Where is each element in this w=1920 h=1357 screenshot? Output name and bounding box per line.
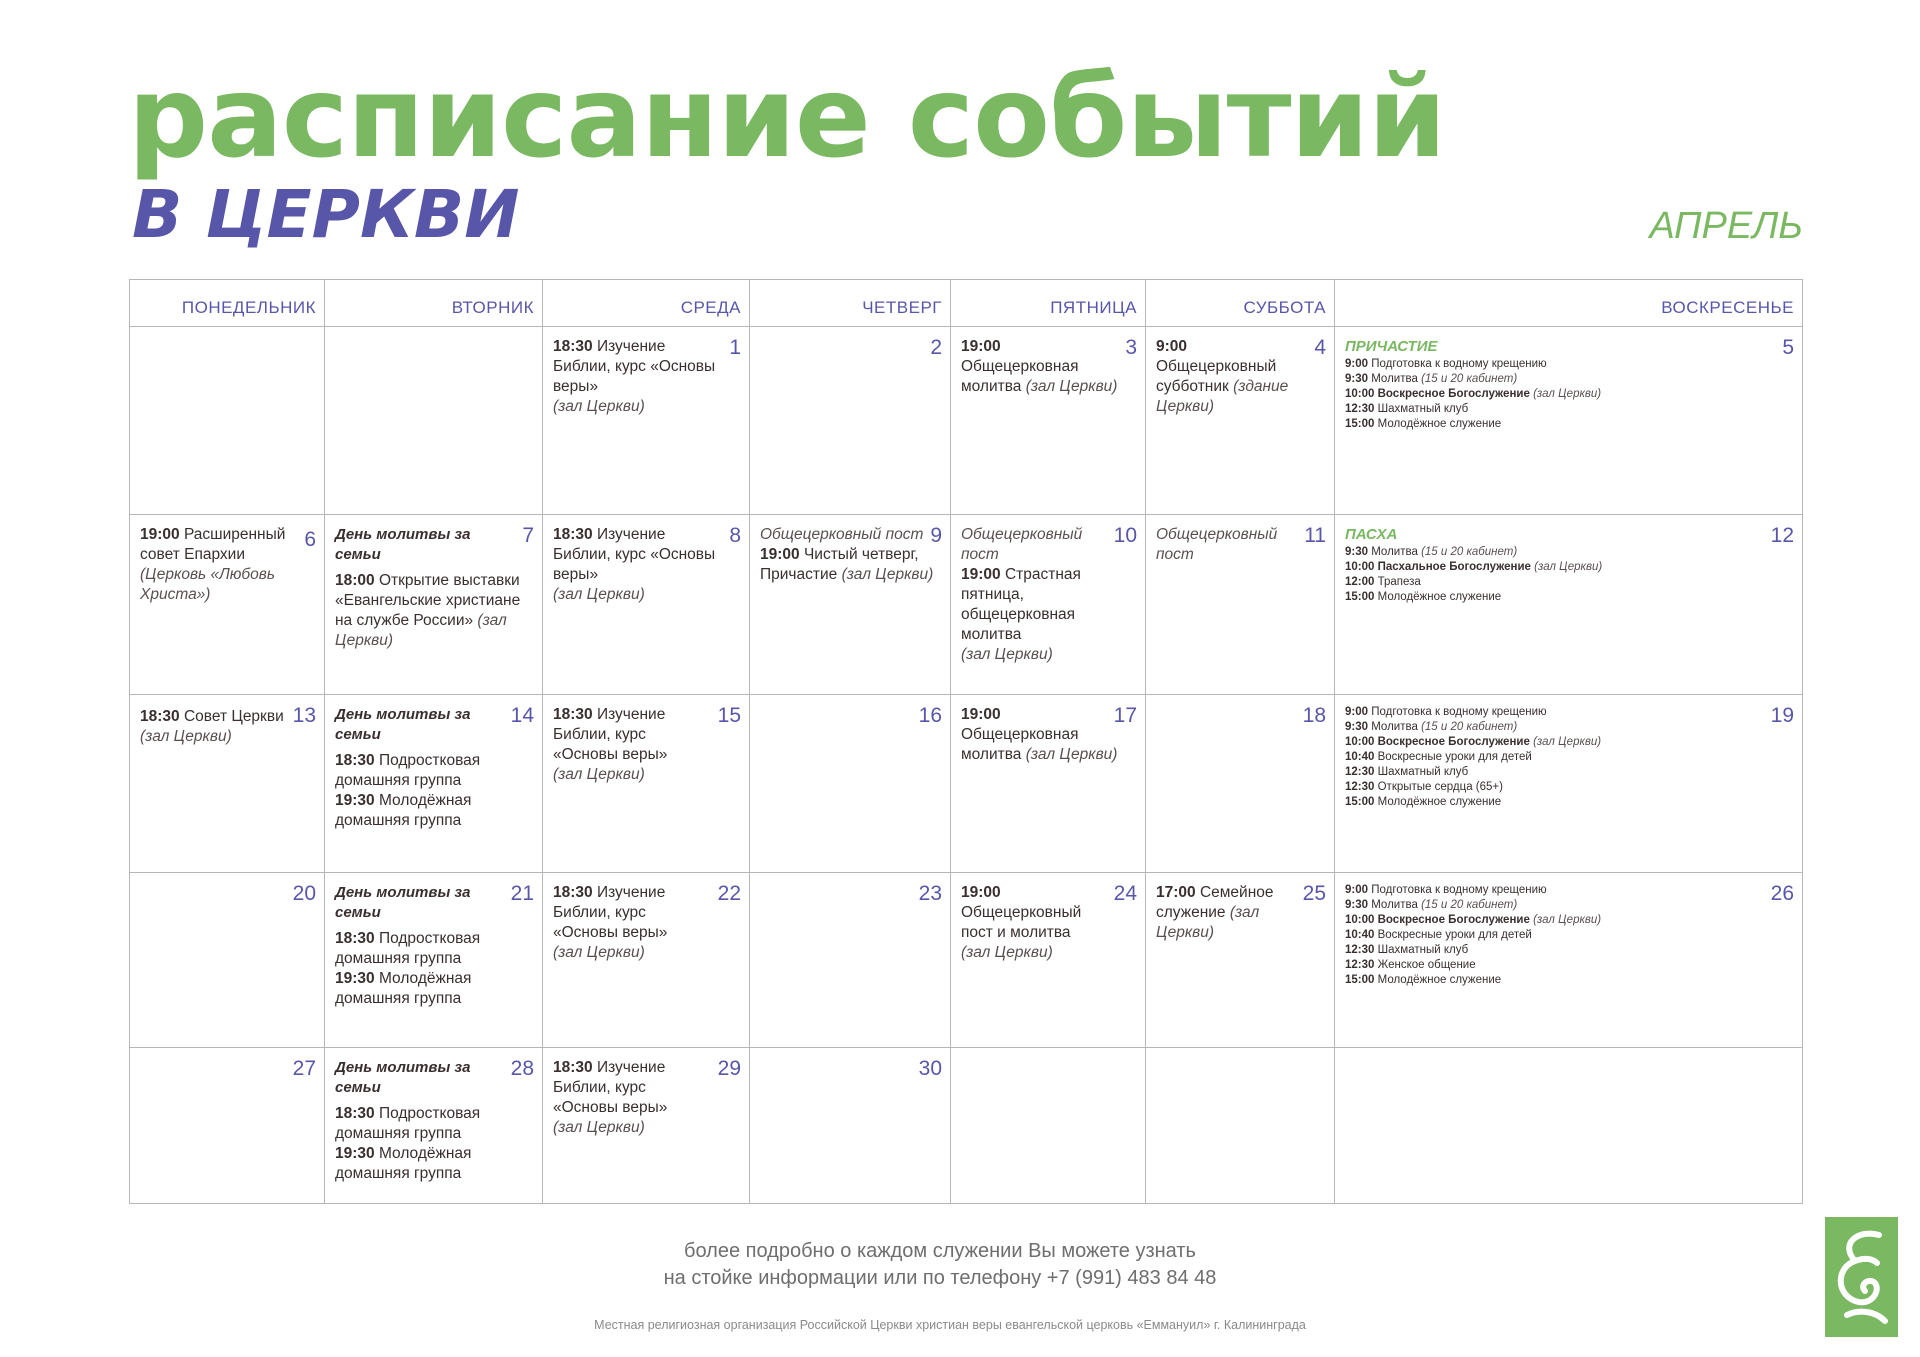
event-time: 18:30: [553, 884, 593, 901]
event: [553, 1058, 741, 1138]
event-text: Чистый четверг, Причастие: [760, 546, 919, 583]
event-time: 10:00: [1345, 388, 1375, 400]
event-location: (Церковь «Любовь Христа»): [140, 566, 275, 603]
event-text: Общецерковная молитва: [961, 358, 1079, 395]
event-location: (15 и 20 кабинет): [1421, 721, 1518, 733]
event-time: 9:30: [1345, 899, 1369, 911]
event-time: 9:00: [1345, 706, 1369, 718]
event-location: (зал Церкви): [841, 566, 934, 583]
day-cell-28: [325, 1048, 543, 1204]
event-text: Открытые сердца (65+): [1374, 781, 1503, 793]
day-number: 16: [918, 704, 942, 727]
event-time: 19:30: [335, 970, 375, 987]
day-cell-30: [750, 1048, 951, 1204]
event: [335, 929, 534, 969]
event-text: Женское общение: [1374, 959, 1476, 971]
event-time: 15:00: [1345, 418, 1375, 430]
event-time: 9:30: [1345, 373, 1369, 385]
weekday-header-row: [130, 280, 1803, 327]
day-highlight: День молитвы за семьи: [335, 1059, 471, 1096]
event-time: 15:00: [1345, 796, 1375, 808]
event: [1345, 545, 1794, 560]
event: [1345, 387, 1794, 402]
event-text: Воскресное Богослужение: [1374, 388, 1530, 400]
event-text: Общецерковный пост и молитва: [961, 904, 1082, 941]
day-cell-empty: [325, 327, 543, 515]
event-location: (зал Церкви): [1529, 736, 1602, 748]
day-number: 25: [1302, 882, 1326, 905]
event-time: 15:00: [1345, 974, 1375, 986]
day-cell-27: [130, 1048, 325, 1204]
event-location: (зал Церкви): [1025, 746, 1118, 763]
event-location: (зал Церкви): [1529, 388, 1602, 400]
event-location: (15 и 20 кабинет): [1421, 899, 1518, 911]
event-location: (здание Церкви): [1156, 378, 1289, 415]
day-cell-6: [130, 515, 325, 695]
event-time: 19:00: [961, 706, 1001, 723]
event: [140, 525, 316, 605]
day-number: 20: [292, 882, 316, 905]
event-location: (зал Церкви): [553, 398, 645, 415]
event: [961, 705, 1137, 765]
event-time: 18:30: [553, 526, 593, 543]
event-text: Изучение Библии, курс «Основы веры»: [553, 706, 668, 763]
day-cell-3: [951, 327, 1146, 515]
day-cell-13: [130, 695, 325, 873]
event: [1345, 765, 1794, 780]
event-time: 9:00: [1345, 358, 1369, 370]
event-text: Общецерковный субботник: [1156, 358, 1277, 395]
day-cell-15: [543, 695, 750, 873]
event-time: 18:30: [553, 338, 593, 355]
event-text: Молодёжное служение: [1374, 418, 1502, 430]
event-text: Подготовка к водному крещению: [1368, 884, 1547, 896]
day-cell-9: [750, 515, 951, 695]
event: [1345, 928, 1794, 943]
event-time: 18:30: [335, 1105, 375, 1122]
event-text: Молитва: [1368, 373, 1422, 385]
event: [1345, 720, 1794, 735]
day-number: 15: [717, 704, 741, 727]
day-number: 6: [304, 528, 316, 551]
event-text: Подростковая домашняя группа: [335, 752, 481, 789]
day-cell-10: [951, 515, 1146, 695]
event: [1345, 750, 1794, 765]
event-time: 12:30: [1345, 766, 1375, 778]
event-time: 9:30: [1345, 546, 1369, 558]
event-time: 12:30: [1345, 781, 1375, 793]
day-number: 21: [510, 882, 534, 905]
day-number: 24: [1113, 882, 1137, 905]
day-number: 17: [1113, 704, 1137, 727]
event-location: (15 и 20 кабинет): [1421, 373, 1518, 385]
event: [1345, 973, 1794, 988]
event-text: Воскресное Богослужение: [1374, 914, 1530, 926]
day-number: 10: [1113, 524, 1137, 547]
event: [961, 565, 1137, 665]
event: [553, 883, 741, 963]
event: [140, 704, 316, 747]
day-cell-7: [325, 515, 543, 695]
day-number: 11: [1304, 524, 1326, 547]
event-text: Изучение Библии, курс «Основы веры»: [553, 526, 716, 583]
event-location: (зал Церкви): [553, 944, 645, 961]
day-number: 29: [717, 1057, 741, 1080]
event-text: Молитва: [1368, 546, 1422, 558]
event: [1345, 372, 1794, 387]
event: [760, 545, 942, 585]
event: [335, 571, 534, 651]
event-location: (15 и 20 кабинет): [1421, 546, 1518, 558]
event: [335, 751, 534, 791]
event-text: Расширенный совет Епархии: [140, 526, 286, 563]
day-highlight: День молитвы за семьи: [335, 526, 471, 563]
event: [1345, 795, 1794, 810]
event-location: (зал Церкви): [961, 944, 1053, 961]
footer-info-line: более подробно о каждом служении Вы можете узнать: [684, 1240, 1196, 1262]
day-cell-21: [325, 873, 543, 1048]
weekday-sunday: ВОСКРЕСЕНЬЕ: [1335, 280, 1803, 327]
event: [961, 337, 1137, 397]
event-time: 18:30: [553, 1059, 593, 1076]
day-number: 9: [930, 524, 942, 547]
day-cell-20: [130, 873, 325, 1048]
event-text: Подростковая домашняя группа: [335, 1105, 481, 1142]
day-cell-8: [543, 515, 750, 695]
event-time: 18:30: [335, 930, 375, 947]
event-time: 12:00: [1345, 576, 1375, 588]
event-location: (зал Церкви): [1530, 561, 1603, 573]
event: [335, 791, 534, 831]
day-highlight: ПАСХА: [1345, 526, 1398, 543]
day-cell-empty: [951, 1048, 1146, 1204]
weekday-saturday: СУББОТА: [1146, 280, 1335, 327]
day-cell-2: [750, 327, 951, 515]
calendar-table: [129, 279, 1803, 1204]
weekday-tuesday: ВТОРНИК: [325, 280, 543, 327]
event-text: Воскресные уроки для детей: [1374, 751, 1532, 763]
event: [553, 705, 741, 785]
event-text: Страстная пятница, общецерковная молитва: [961, 566, 1081, 643]
event-text: Изучение Библии, курс «Основы веры»: [553, 884, 668, 941]
event: [1156, 883, 1326, 943]
weekday-monday: ПОНЕДЕЛЬНИК: [130, 280, 325, 327]
day-number: 5: [1782, 336, 1794, 359]
event-text: Подготовка к водному крещению: [1368, 706, 1547, 718]
event: [1345, 898, 1794, 913]
event: [553, 525, 741, 605]
event-time: 9:00: [1345, 884, 1369, 896]
event-text: Воскресное Богослужение: [1374, 736, 1530, 748]
event: [1345, 575, 1794, 590]
day-number: 18: [1302, 704, 1326, 727]
event-time: 10:00: [1345, 561, 1375, 573]
event-time: 10:00: [1345, 914, 1375, 926]
event-time: 15:00: [1345, 591, 1375, 603]
event-text: Молодёжное служение: [1374, 591, 1502, 603]
day-number: 28: [510, 1057, 534, 1080]
day-cell-5: [1335, 327, 1803, 515]
event-time: 18:30: [140, 708, 180, 725]
event-time: 18:30: [553, 706, 593, 723]
day-number: 27: [292, 1057, 316, 1080]
event: [553, 337, 741, 417]
footer-info-line: на стойке информации или по телефону +7 (991) 483 84 48: [663, 1267, 1217, 1289]
event-text: Семейное служение: [1156, 884, 1274, 921]
event-location: (зал Церкви): [1529, 914, 1602, 926]
event-text: Молодёжное служение: [1374, 974, 1502, 986]
event: [1345, 402, 1794, 417]
event-time: 19:00: [961, 884, 1001, 901]
event-text: Изучение Библии, курс «Основы веры»: [553, 1059, 668, 1116]
day-number: 22: [717, 882, 741, 905]
event-text: Шахматный клуб: [1374, 766, 1469, 778]
day-number: 13: [292, 704, 316, 727]
event-location: (зал Церкви): [335, 612, 507, 649]
day-highlight: ПРИЧАСТИЕ: [1345, 338, 1438, 355]
fast-label: Общецерковный пост: [961, 526, 1083, 563]
event-text: Подростковая домашняя группа: [335, 930, 481, 967]
event-text: Изучение Библии, курс «Основы веры»: [553, 338, 716, 395]
event: [1345, 735, 1794, 750]
day-number: 30: [918, 1057, 942, 1080]
weekday-friday: ПЯТНИЦА: [951, 280, 1146, 327]
event: [1345, 357, 1794, 372]
day-number: 7: [522, 524, 534, 547]
event-time: 19:30: [335, 1145, 375, 1162]
event-text: Воскресные уроки для детей: [1374, 929, 1532, 941]
week-row-1: [130, 327, 1803, 515]
event-location: (зал Церкви): [553, 1119, 645, 1136]
day-cell-25: [1146, 873, 1335, 1048]
event: [1345, 705, 1794, 720]
event-time: 18:00: [335, 572, 375, 589]
week-row-3: [130, 695, 1803, 873]
event-location: (зал Церкви): [1025, 378, 1118, 395]
event: [1345, 780, 1794, 795]
day-cell-23: [750, 873, 951, 1048]
fast-label: Общецерковный пост: [1156, 526, 1278, 563]
event-location: (зал Церкви): [553, 586, 645, 603]
church-logo-icon: [1825, 1217, 1898, 1337]
event: [1345, 560, 1794, 575]
day-cell-22: [543, 873, 750, 1048]
event-text: Шахматный клуб: [1374, 944, 1469, 956]
event: [1345, 590, 1794, 605]
event: [335, 969, 534, 1009]
day-cell-18: [1146, 695, 1335, 873]
event-time: 18:30: [335, 752, 375, 769]
day-cell-12: [1335, 515, 1803, 695]
event-time: 19:00: [760, 546, 800, 563]
event-time: 10:40: [1345, 929, 1375, 941]
event: [335, 1104, 534, 1144]
event-text: Трапеза: [1374, 576, 1421, 588]
day-number: 4: [1314, 336, 1326, 359]
day-number: 14: [510, 704, 534, 727]
footer-info: [640, 1238, 1240, 1292]
event-time: 12:30: [1345, 944, 1375, 956]
event-text: Молодёжная домашняя группа: [335, 792, 472, 829]
day-number: 3: [1125, 336, 1137, 359]
event-time: 19:00: [961, 338, 1001, 355]
event: [1345, 883, 1794, 898]
event-text: Молитва: [1368, 899, 1422, 911]
event-time: 19:30: [335, 792, 375, 809]
day-cell-empty: [1146, 1048, 1335, 1204]
day-cell-empty: [1335, 1048, 1803, 1204]
day-highlight: День молитвы за семьи: [335, 884, 471, 921]
event: [961, 883, 1137, 963]
day-cell-14: [325, 695, 543, 873]
day-cell-16: [750, 695, 951, 873]
event: [1156, 337, 1326, 417]
page-subtitle: В ЦЕРКВИ: [132, 176, 520, 253]
day-cell-1: [543, 327, 750, 515]
weekday-thursday: ЧЕТВЕРГ: [750, 280, 951, 327]
event-text: Молодёжная домашняя группа: [335, 970, 472, 1007]
page-title: расписание событий: [128, 53, 1446, 183]
day-number: 23: [918, 882, 942, 905]
event: [1345, 913, 1794, 928]
month-label: АПРЕЛЬ: [1649, 205, 1803, 247]
event-time: 12:30: [1345, 959, 1375, 971]
event: [1345, 943, 1794, 958]
day-cell-29: [543, 1048, 750, 1204]
week-row-5: [130, 1048, 1803, 1204]
day-highlight: День молитвы за семьи: [335, 706, 471, 743]
event-text: Молодёжное служение: [1374, 796, 1502, 808]
event-location: (зал Церкви): [140, 728, 232, 745]
event-text: Молодёжная домашняя группа: [335, 1145, 472, 1182]
weekday-wednesday: СРЕДА: [543, 280, 750, 327]
footer-legal: Местная религиозная организация Российской Церкви христиан веры евангельской церковь «Еммануил» г. Калининграда: [594, 1318, 1306, 1332]
event-time: 19:00: [961, 566, 1001, 583]
day-cell-4: [1146, 327, 1335, 515]
event-text: Молитва: [1368, 721, 1422, 733]
day-cell-24: [951, 873, 1146, 1048]
event-time: 10:40: [1345, 751, 1375, 763]
fast-label: Общецерковный пост: [760, 526, 924, 543]
day-cell-17: [951, 695, 1146, 873]
day-number: 2: [930, 336, 942, 359]
day-number: 12: [1770, 524, 1794, 547]
day-cell-empty: [130, 327, 325, 515]
event-text: Открытие выставки «Евангельские христиане на службе России»: [335, 572, 521, 629]
event-text: Совет Церкви: [179, 708, 284, 725]
event-time: 9:00: [1156, 338, 1188, 355]
event-time: 12:30: [1345, 403, 1375, 415]
event-text: Общецерковная молитва: [961, 726, 1079, 763]
event-location: (зал Церкви): [1156, 904, 1260, 941]
day-number: 26: [1770, 882, 1794, 905]
event-location: (зал Церкви): [553, 766, 645, 783]
event-text: Шахматный клуб: [1374, 403, 1469, 415]
event-time: 19:00: [140, 526, 180, 543]
day-cell-11: [1146, 515, 1335, 695]
event-time: 17:00: [1156, 884, 1196, 901]
event: [1345, 417, 1794, 432]
event: [335, 1144, 534, 1184]
day-cell-26: [1335, 873, 1803, 1048]
event-location: (зал Церкви): [961, 646, 1053, 663]
week-row-4: [130, 873, 1803, 1048]
event: [1345, 958, 1794, 973]
day-cell-19: [1335, 695, 1803, 873]
event-text: Подготовка к водному крещению: [1368, 358, 1547, 370]
event-time: 10:00: [1345, 736, 1375, 748]
day-number: 19: [1770, 704, 1794, 727]
day-number: 8: [729, 524, 741, 547]
event-text: Пасхальное Богослужение: [1374, 561, 1531, 573]
week-row-2: [130, 515, 1803, 695]
event-time: 9:30: [1345, 721, 1369, 733]
day-number: 1: [729, 336, 741, 359]
